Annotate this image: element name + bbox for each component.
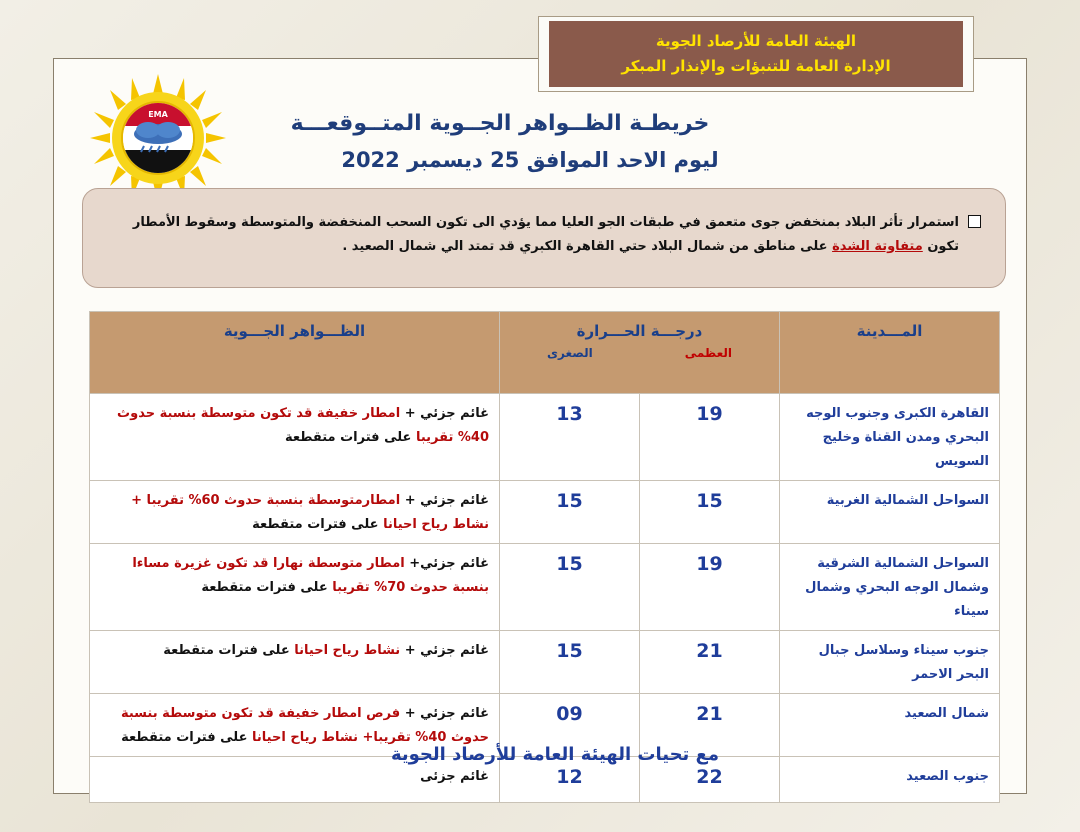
city-cell: جنوب الصعيد <box>780 757 1000 803</box>
phenomena-cell: غائم جزئي + نشاط رياح احيانا على فترات متقطعة <box>90 631 500 694</box>
max-temp-cell: 22 <box>640 757 780 803</box>
notice-text-end: على مناطق من شمال البلاد حتي القاهرة الكبري قد تمتد الي شمال الصعيد . <box>342 239 828 254</box>
phenomena-cell: غائم جزئى <box>90 757 500 803</box>
city-cell: السواحل الشمالية الغربية <box>780 481 1000 544</box>
max-temp-cell: 21 <box>640 694 780 757</box>
min-temp-cell: 15 <box>500 481 640 544</box>
phenomena-cell: غائم جزئي+ امطار متوسطة نهارا قد تكون غزيرة مساءا بنسبة حدوث 70% تقريبا على فترات متقطعة <box>90 544 500 631</box>
max-temp-cell: 15 <box>640 481 780 544</box>
table-row <box>90 481 1000 544</box>
forecast-date: ليوم الاحد الموافق 25 ديسمبر 2022 <box>341 148 719 172</box>
min-temp-cell: 12 <box>500 757 640 803</box>
org-department: الإدارة العامة للتنبؤات والإنذار المبكر <box>621 57 891 75</box>
city-cell: القاهرة الكبرى وجنوب الوجه البحري ومدن القناة وخليج السويس <box>780 394 1000 481</box>
organization-banner <box>538 16 974 92</box>
org-name: الهيئة العامة للأرصاد الجوية <box>655 32 857 50</box>
phenomena-cell: غائم جزئي + فرص امطار خفيفة قد تكون متوسطة بنسبة حدوث 40% تقريبا+ نشاط رياح احيانا على فترات متقطعة <box>90 694 500 757</box>
phenomena-cell: غائم جزئي + امطارمتوسطة بنسبة حدوث 60% تقريبا + نشاط رياح احيانا على فترات متقطعة <box>90 481 500 544</box>
phenomena-cell: غائم جزئي + امطار خفيفة قد تكون متوسطة بنسبة حدوث 40% تقريبا على فترات متقطعة <box>90 394 500 481</box>
max-temp-cell: 19 <box>640 394 780 481</box>
city-cell: جنوب سيناء وسلاسل جبال البحر الاحمر <box>780 631 1000 694</box>
header-temperature: درجـــة الحـــرارة العظمى الصغرى <box>500 312 780 394</box>
max-temp-cell: 19 <box>640 544 780 631</box>
footer-greeting: مع تحيات الهيئة العامة للأرصاد الجوية <box>390 744 720 765</box>
table-row <box>90 631 1000 694</box>
header-min: الصغرى <box>547 346 593 360</box>
table-header-row <box>90 312 1000 394</box>
min-temp-cell: 15 <box>500 544 640 631</box>
notice-highlight: متفاوتة الشدة <box>832 239 923 254</box>
min-temp-cell: 15 <box>500 631 640 694</box>
ema-logo <box>88 72 228 204</box>
table-row <box>90 544 1000 631</box>
notice-text: استمرار تأثر البلاد بمنخفض جوى متعمق في طبقات الجو العليا مما يؤدي الى تكون السحب المنخفضة والمتوسطة وسقوط الأمطار تكون <box>132 215 959 254</box>
max-temp-cell: 21 <box>640 631 780 694</box>
min-temp-cell: 09 <box>500 694 640 757</box>
city-cell: شمال الصعيد <box>780 694 1000 757</box>
forecast-table <box>89 311 1000 803</box>
min-temp-cell: 13 <box>500 394 640 481</box>
header-city: المـــدينة <box>780 312 1000 394</box>
table-row <box>90 394 1000 481</box>
header-phenomena: الظـــواهر الجـــوية <box>90 312 500 394</box>
city-cell: السواحل الشمالية الشرقية وشمال الوجه البحري وشمال سيناء <box>780 544 1000 631</box>
checkbox-bullet-icon <box>968 215 981 228</box>
weather-notice <box>82 188 1006 288</box>
logo-text: EMA <box>148 110 168 119</box>
page-title: خريطـة الظــواهر الجــوية المتــوقعـــة <box>290 111 710 136</box>
header-max: العظمى <box>684 346 732 360</box>
